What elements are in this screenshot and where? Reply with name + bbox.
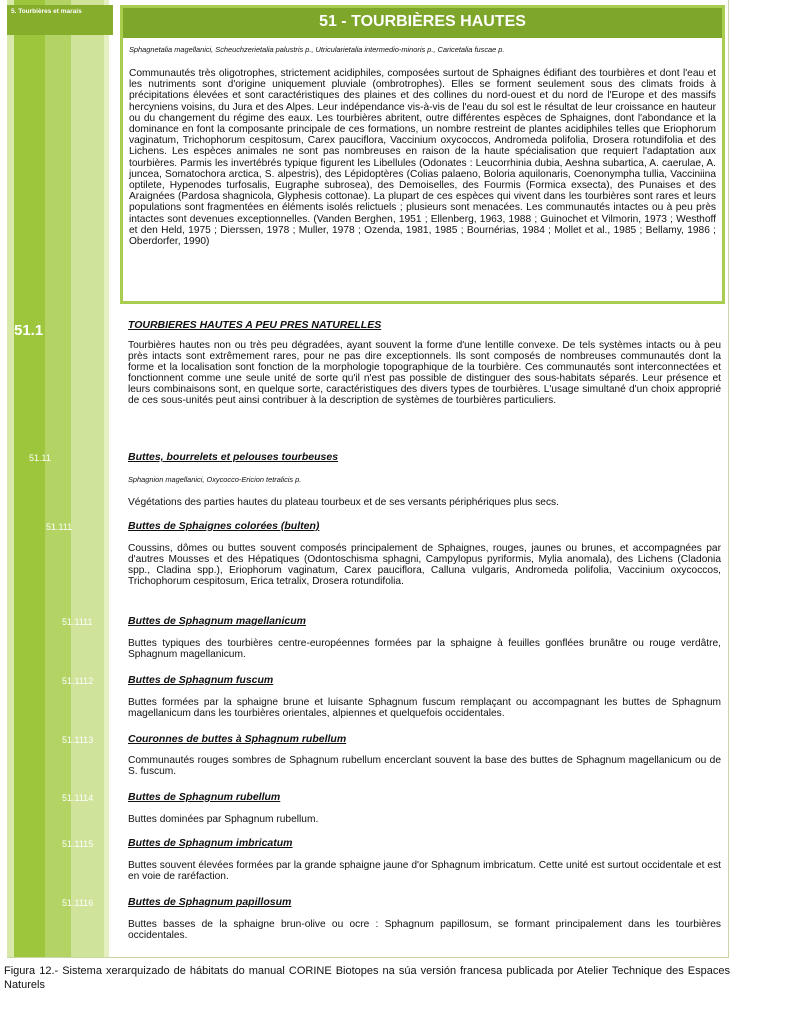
unit-heading: Buttes de Sphagnum rubellum <box>128 791 281 803</box>
unit-code: 51.1111 <box>62 617 93 627</box>
unit-heading: Buttes de Sphagnum magellanicum <box>128 615 306 627</box>
unit-code: 51.1115 <box>62 839 94 849</box>
unit-text: Buttes basses de la sphaigne brun-olive ou ocre : Sphagnum papillosum, se formant principalement dans les tourbières occidentales. <box>128 919 721 942</box>
unit-code: 51.1112 <box>62 676 94 686</box>
intro-text: Communautés très oligotrophes, strictement acidiphiles, composées surtout de Sphaignes édifiant des tourbières et dont l'eau et les nutriments sont d'origine uniquement pluviale (ombrotrophes). Elles se forment seulement sous des climats froids à précipitations élevées et sont caractéristiques des plaines et des collines du nord-ouest et du nord de l'Europe et des massifs hercyniens voisins, du Jura et des Alpes. Leur indépendance vis-à-vis de l'eau du sol est le résultat de leur croissance en hauteur ou du changement du régime des eaux. Les tourbières abritent, outre différentes espèces de Sphaignes, dont l'abondance et la dominance en font la composante principale de ces formations, un nombre restreint de plantes acidiphiles telles que Eriophorum vaginatum, Trichophorum cespitosum, Carex pauciflora, Vaccinium oxycoccos, Andromeda polifolia, Drosera rotundifolia et des Lichens. Les espèces animales ne sont pas nombreuses en raison de la haute spécialisation que requiert l'adaptation aux tourbières. Parmis les invertébrés typique figurent les Libellules (Odonates : Leucorrhinia dubia, Aeshna subartica, A. caerulae, A. juncea, Somatochora arctica, S. alpestris), des Lépidoptères (Colias palaeno, Boloria aquilonaris, Coenonympha tullia, Vacciniina optilete, Hypenodes turfosalis, Eugraphe subrosea), des Demoiselles, des Fourmis (Formica exsecta), des Punaises et des Araignées (Pardosa shagnicola, Glyphesis cottonae). La plupart de ces espèces qui vivent dans les tourbières sont rares et leurs populations sont fragmentées en éléments isolés relictuels ; plusieurs sont menacées. Les communautés intactes ou à peu près intactes sont devenues exceptionnelles. (Vanden Berghen, 1951 ; Ellenberg, 1963, 1988 ; Guinochet et Vilmorin, 1973 ; Westhoff et den Held, 1975 ; Dierssen, 1978 ; Muller, 1978 ; Ozenda, 1981, 1985 ; Bournérias, 1984 ; Mollet et al., 1985 ; Bellamy, 1986 ; Oberdorfer, 1990) <box>129 68 716 248</box>
unit-text: Buttes souvent élevées formées par la grande sphaigne jaune d'or Sphagnum imbricatum. Cette unité est surtout occidentale et est en voie de raréfaction. <box>128 860 721 883</box>
unit-heading: Buttes, bourrelets et pelouses tourbeuses <box>128 451 339 463</box>
unit-text: Buttes formées par la sphaigne brune et luisante Sphagnum fuscum remplaçant ou accompagnant les buttes de Sphagnum magellanicum dans les tourbières orientales, alpiennes et quelquefois occidentales. <box>128 697 721 720</box>
unit-text: Communautés rouges sombres de Sphagnum rubellum encerclant souvent la base des buttes de Sphagnum magellanicum ou de S. fuscum. <box>128 755 721 778</box>
section-tab: 5. Tourbières et marais <box>7 5 113 35</box>
page-title: 51 - TOURBIÈRES HAUTES <box>123 8 722 38</box>
unit-heading: Buttes de Sphagnum fuscum <box>128 674 274 686</box>
title-box <box>120 5 725 304</box>
syntaxonomy: Sphagnetalia magellanici, Scheuchzerietalia palustris p., Utricularietalia intermedio-minoris p., Caricetalia fuscae p. <box>129 45 505 54</box>
unit-heading: Buttes de Sphaignes colorées (bulten) <box>128 520 320 532</box>
unit-text: Coussins, dômes ou buttes souvent composés principalement de Sphaignes, rouges, jaunes ou brunes, et accompagnées par d'autres Mousses et des Hépatiques (Odontoschisma sphagni, Campylopus pyriformis, Mylia anomala), des Lichens (Cladonia spp., Cladina spp.), Eriophorum vaginatum, Carex pauciflora, Calluna vulgaris, Andromeda polifolia, Vaccinium oxycoccos, Trichophorum cespitosum, Erica tetralix, Drosera rotundifolia. <box>128 543 721 588</box>
unit-code: 51.111 <box>46 522 73 532</box>
figure-caption: Figura 12.- Sistema xerarquizado de hábitats do manual CORINE Biotopes na súa versión francesa publicada por Atelier Technique des Espaces Naturels <box>4 965 730 991</box>
unit-text: Buttes typiques des tourbières centre-européennes formées par la sphaigne à feuilles gonflées brunâtre ou rouge verdâtre, Sphagnum magellanicum. <box>128 638 721 661</box>
unit-heading: Buttes de Sphagnum imbricatum <box>128 837 293 849</box>
unit-syntax: Sphagnion magellanici, Oxycocco-Ericion tetralicis p. <box>128 475 302 484</box>
unit-code: 51.1116 <box>62 898 94 908</box>
unit-text: Végétations des parties hautes du plateau tourbeux et de ses versants périphériques plus secs. <box>128 497 559 508</box>
unit-heading: Couronnes de buttes à Sphagnum rubellum <box>128 733 347 745</box>
unit-heading: Buttes de Sphagnum papillosum <box>128 896 292 908</box>
unit-code: 51.1 <box>14 322 44 339</box>
unit-text: Tourbières hautes non ou très peu dégradées, ayant souvent la forme d'une lentille convexe. De tels systèmes intacts ou à peu près intacts sont extrêmement rares, pour ne pas dire exceptionnels. Ils sont composés de nombreuses communautés dont la forme et la localisation sont fonction de la morphologie topographique de la tourbière. Ces communautés sont interconnectées et fonctionnent comme une seule unité de sorte qu'il n'est pas possible de distinguer des sous-habitats séparés. Leur présence et leurs combinaisons sont, en quelque sorte, caractéristiques des divers types de tourbières. L'usage simultané d'un choix approprié de ces sous-unités peut ainsi contribuer à la description de systèmes de tourbières particuliers. <box>128 340 721 407</box>
unit-text: Buttes dominées par Sphagnum rubellum. <box>128 814 319 825</box>
unit-code: 51.1114 <box>62 793 94 803</box>
unit-code: 51.11 <box>29 453 51 463</box>
unit-code: 51.1113 <box>62 735 94 745</box>
unit-heading: TOURBIERES HAUTES A PEU PRES NATURELLES <box>128 319 382 331</box>
